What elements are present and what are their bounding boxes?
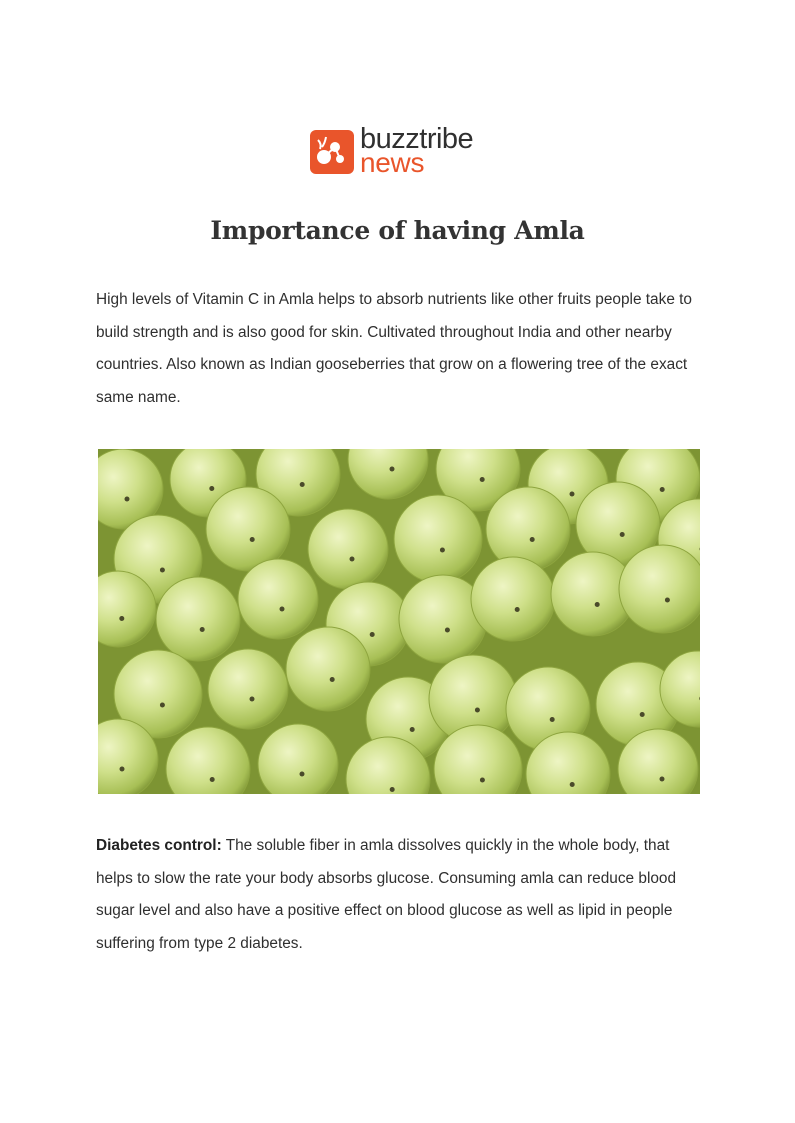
gooseberry — [394, 495, 482, 583]
gooseberry-stem — [665, 598, 670, 603]
gooseberry-stem — [445, 628, 450, 633]
gooseberry-stem — [300, 482, 305, 487]
gooseberry-stem — [390, 787, 395, 792]
gooseberry-stem — [620, 532, 625, 537]
gooseberry-stem — [330, 677, 335, 682]
gooseberry-stem — [530, 537, 535, 542]
gooseberry — [308, 509, 388, 589]
bee-logo-icon — [310, 130, 354, 174]
gooseberry-stem — [120, 767, 125, 772]
gooseberry-stem — [570, 782, 575, 787]
gooseberry-stem — [125, 497, 130, 502]
gooseberry-stem — [250, 537, 255, 542]
gooseberry-stem — [370, 632, 375, 637]
gooseberry-stem — [390, 467, 395, 472]
gooseberry-stem — [660, 487, 665, 492]
gooseberry-stem — [280, 607, 285, 612]
gooseberry-stem — [570, 492, 575, 497]
diabetes-section — [96, 830, 706, 960]
gooseberries-image — [98, 449, 700, 794]
gooseberry-stem — [480, 477, 485, 482]
logo-wordmark-news: news — [360, 147, 425, 178]
logo-wordmark-buzztribe: buzztribe — [360, 123, 474, 155]
gooseberry-stem — [250, 697, 255, 702]
gooseberry-stem — [119, 616, 124, 621]
gooseberry-stem — [515, 607, 520, 612]
section-body: The soluble fiber in amla dissolves quickly in the whole body, that helps to slow the rate your body absorbs glucose. Consuming amla can reduce blood sugar level and also have a positive effect on blood glucose as well as lipid in people suffering from type 2 diabetes. — [96, 837, 677, 952]
gooseberry-stem — [550, 717, 555, 722]
gooseberry-stem — [660, 777, 665, 782]
gooseberry-stem — [440, 548, 445, 553]
intro-paragraph: High levels of Vitamin C in Amla helps to absorb nutrients like other fruits people take to build strength and is also good for skin. Cultivated throughout India and other nearby countries. Also known as Indian gooseberries that grow on a flowering tree of the exact same name. — [96, 291, 692, 406]
gooseberry-stem — [595, 602, 600, 607]
gooseberry-stem — [300, 772, 305, 777]
gooseberry-stem — [640, 712, 645, 717]
gooseberry — [156, 577, 240, 661]
gooseberry-stem — [160, 568, 165, 573]
gooseberry — [238, 559, 318, 639]
gooseberry-stem — [209, 486, 214, 491]
gooseberry — [208, 649, 288, 729]
gooseberry — [486, 487, 570, 571]
brand-logo[interactable] — [308, 120, 488, 178]
gooseberry-stem — [350, 557, 355, 562]
gooseberry-stem — [410, 727, 415, 732]
gooseberry — [619, 545, 700, 633]
gooseberry-stem — [475, 708, 480, 713]
gooseberry-stem — [210, 777, 215, 782]
article-title: Importance of having Amla — [210, 216, 585, 245]
amla-gooseberries-photo — [98, 449, 700, 794]
gooseberry-stem — [160, 703, 165, 708]
gooseberry-stem — [200, 627, 205, 632]
gooseberry — [206, 487, 290, 571]
gooseberry-stem — [480, 778, 485, 783]
section-heading: Diabetes control: — [96, 837, 222, 854]
gooseberry — [471, 557, 555, 641]
gooseberry — [286, 627, 370, 711]
